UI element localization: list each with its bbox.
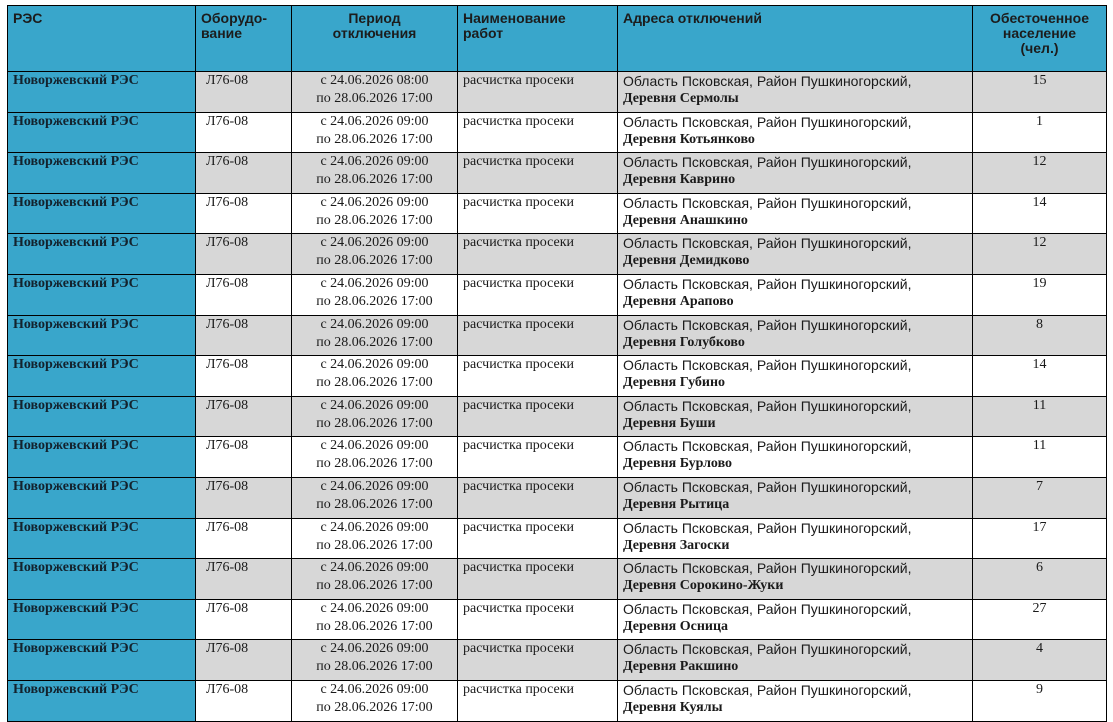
address-village: Деревня Буши [623, 415, 716, 431]
address-village: Деревня Каврино [623, 172, 736, 188]
table-row [8, 72, 1107, 113]
period-to: по 28.06.2026 17:00 [316, 699, 433, 715]
population-cell: 15 [973, 72, 1107, 113]
period-cell [292, 437, 458, 478]
address-cell [618, 315, 973, 356]
table-row [8, 599, 1107, 640]
work-cell: расчистка просеки [458, 559, 618, 600]
address-village: Деревня Демидково [623, 253, 750, 269]
equipment-cell: Л76-08 [196, 274, 292, 315]
table-row [8, 112, 1107, 153]
period-cell [292, 193, 458, 234]
period-to: по 28.06.2026 17:00 [316, 415, 433, 431]
address-region: Область Псковская, Район Пушкиногорский, [623, 397, 912, 414]
header-population-line1: Обесточенное [990, 10, 1089, 26]
period-cell [292, 477, 458, 518]
period-to: по 28.06.2026 17:00 [316, 456, 433, 472]
work-cell: расчистка просеки [458, 599, 618, 640]
period-cell [292, 274, 458, 315]
work-cell: расчистка просеки [458, 640, 618, 681]
equipment-cell: Л76-08 [196, 153, 292, 194]
period-cell [292, 680, 458, 721]
equipment-cell: Л76-08 [196, 437, 292, 478]
work-cell: расчистка просеки [458, 153, 618, 194]
period-from: с 24.06.2026 09:00 [320, 560, 429, 576]
period-to: по 28.06.2026 17:00 [316, 91, 433, 106]
address-region: Область Псковская, Район Пушкиногорский, [623, 519, 912, 536]
period-from: с 24.06.2026 09:00 [320, 235, 429, 251]
table-row [8, 640, 1107, 681]
address-village: Деревня Куялы [623, 699, 723, 715]
table-header [8, 6, 1107, 72]
period-from: с 24.06.2026 09:00 [320, 478, 429, 494]
address-village: Деревня Сермолы [623, 91, 739, 106]
period-to: по 28.06.2026 17:00 [316, 659, 433, 675]
res-cell: Новоржевский РЭС [8, 518, 196, 559]
address-cell [618, 437, 973, 478]
period-from: с 24.06.2026 09:00 [320, 519, 429, 535]
header-period-line1: Период [348, 10, 401, 26]
header-period-line2: отключения [332, 25, 417, 41]
period-from: с 24.06.2026 09:00 [320, 275, 429, 291]
header-period [292, 6, 458, 72]
population-cell: 12 [973, 234, 1107, 275]
address-cell [618, 112, 973, 153]
period-to: по 28.06.2026 17:00 [316, 131, 433, 147]
work-cell: расчистка просеки [458, 518, 618, 559]
address-village: Деревня Анашкино [623, 212, 748, 228]
population-cell: 27 [973, 599, 1107, 640]
header-population-line3: (чел.) [1020, 40, 1059, 56]
period-cell [292, 640, 458, 681]
population-cell: 4 [973, 640, 1107, 681]
address-cell [618, 640, 973, 681]
population-cell: 11 [973, 396, 1107, 437]
population-cell: 8 [973, 315, 1107, 356]
period-from: с 24.06.2026 09:00 [320, 641, 429, 657]
address-region: Область Псковская, Район Пушкиногорский, [623, 478, 912, 495]
period-from: с 24.06.2026 09:00 [320, 154, 429, 170]
res-cell: Новоржевский РЭС [8, 356, 196, 397]
table-body [8, 72, 1107, 722]
equipment-cell: Л76-08 [196, 396, 292, 437]
address-region: Область Псковская, Район Пушкиногорский, [623, 438, 912, 455]
population-cell: 12 [973, 153, 1107, 194]
address-cell [618, 274, 973, 315]
population-cell: 11 [973, 437, 1107, 478]
address-region: Область Псковская, Район Пушкиногорский, [623, 600, 912, 617]
period-to: по 28.06.2026 17:00 [316, 253, 433, 269]
equipment-cell: Л76-08 [196, 315, 292, 356]
equipment-cell: Л76-08 [196, 640, 292, 681]
period-cell [292, 112, 458, 153]
header-row [8, 6, 1107, 72]
period-from: с 24.06.2026 09:00 [320, 194, 429, 210]
equipment-cell: Л76-08 [196, 356, 292, 397]
population-cell: 14 [973, 356, 1107, 397]
outage-schedule-table [7, 5, 1107, 722]
table-row [8, 193, 1107, 234]
address-cell [618, 153, 973, 194]
res-cell: Новоржевский РЭС [8, 396, 196, 437]
period-cell [292, 234, 458, 275]
address-cell [618, 599, 973, 640]
period-to: по 28.06.2026 17:00 [316, 578, 433, 594]
address-region: Область Псковская, Район Пушкиногорский, [623, 194, 912, 211]
equipment-cell: Л76-08 [196, 477, 292, 518]
address-region: Область Псковская, Район Пушкиногорский, [623, 275, 912, 292]
address-cell [618, 477, 973, 518]
res-cell: Новоржевский РЭС [8, 640, 196, 681]
res-cell: Новоржевский РЭС [8, 112, 196, 153]
work-cell: расчистка просеки [458, 356, 618, 397]
address-region: Область Псковская, Район Пушкиногорский, [623, 154, 912, 171]
period-cell [292, 72, 458, 113]
period-from: с 24.06.2026 08:00 [320, 73, 429, 88]
population-cell: 7 [973, 477, 1107, 518]
table-row [8, 680, 1107, 721]
res-cell: Новоржевский РЭС [8, 234, 196, 275]
period-cell [292, 315, 458, 356]
table-row [8, 559, 1107, 600]
table-row [8, 315, 1107, 356]
address-village: Деревня Голубково [623, 334, 745, 350]
work-cell: расчистка просеки [458, 437, 618, 478]
period-from: с 24.06.2026 09:00 [320, 316, 429, 332]
address-cell [618, 518, 973, 559]
period-cell [292, 396, 458, 437]
population-cell: 9 [973, 680, 1107, 721]
period-to: по 28.06.2026 17:00 [316, 375, 433, 391]
work-cell: расчистка просеки [458, 680, 618, 721]
header-address: Адреса отключений [618, 6, 973, 72]
header-equipment-line2: вание [201, 25, 243, 41]
period-from: с 24.06.2026 09:00 [320, 397, 429, 413]
address-region: Область Псковская, Район Пушкиногорский, [623, 357, 912, 374]
address-village: Деревня Ракшино [623, 659, 739, 675]
table-row [8, 518, 1107, 559]
population-cell: 17 [973, 518, 1107, 559]
address-village: Деревня Арапово [623, 293, 734, 309]
header-equipment [196, 6, 292, 72]
header-population-line2: население [1002, 25, 1077, 41]
address-region: Область Псковская, Район Пушкиногорский, [623, 113, 912, 130]
res-cell: Новоржевский РЭС [8, 315, 196, 356]
table-row [8, 153, 1107, 194]
period-cell [292, 356, 458, 397]
res-cell: Новоржевский РЭС [8, 599, 196, 640]
period-cell [292, 559, 458, 600]
header-population [973, 6, 1107, 72]
table-row [8, 234, 1107, 275]
address-cell [618, 559, 973, 600]
table-row [8, 356, 1107, 397]
res-cell: Новоржевский РЭС [8, 274, 196, 315]
equipment-cell: Л76-08 [196, 599, 292, 640]
address-village: Деревня Сорокино-Жуки [623, 578, 784, 594]
address-village: Деревня Загоски [623, 537, 730, 553]
population-cell: 6 [973, 559, 1107, 600]
header-equipment-line1: Оборудо- [201, 10, 267, 26]
address-village: Деревня Губино [623, 375, 726, 391]
population-cell: 19 [973, 274, 1107, 315]
res-cell: Новоржевский РЭС [8, 680, 196, 721]
period-to: по 28.06.2026 17:00 [316, 618, 433, 634]
header-work-line2: работ [463, 25, 504, 41]
period-cell [292, 153, 458, 194]
period-from: с 24.06.2026 09:00 [320, 438, 429, 454]
period-to: по 28.06.2026 17:00 [316, 537, 433, 553]
equipment-cell: Л76-08 [196, 112, 292, 153]
address-cell [618, 193, 973, 234]
address-cell [618, 72, 973, 113]
header-work-line1: Наименование [463, 10, 566, 26]
equipment-cell: Л76-08 [196, 559, 292, 600]
population-cell: 14 [973, 193, 1107, 234]
period-from: с 24.06.2026 09:00 [320, 357, 429, 373]
address-village: Деревня Котьянково [623, 131, 755, 147]
table-row [8, 274, 1107, 315]
address-region: Область Псковская, Район Пушкиногорский, [623, 73, 912, 89]
address-village: Деревня Бурлово [623, 456, 733, 472]
work-cell: расчистка просеки [458, 477, 618, 518]
address-cell [618, 680, 973, 721]
res-cell: Новоржевский РЭС [8, 437, 196, 478]
work-cell: расчистка просеки [458, 72, 618, 113]
period-cell [292, 518, 458, 559]
equipment-cell: Л76-08 [196, 72, 292, 113]
header-res: РЭС [8, 6, 196, 72]
address-cell [618, 356, 973, 397]
period-from: с 24.06.2026 09:00 [320, 681, 429, 697]
table-row [8, 477, 1107, 518]
period-to: по 28.06.2026 17:00 [316, 172, 433, 188]
address-village: Деревня Осница [623, 618, 729, 634]
address-region: Область Псковская, Район Пушкиногорский, [623, 681, 912, 698]
table-row [8, 396, 1107, 437]
equipment-cell: Л76-08 [196, 680, 292, 721]
period-from: с 24.06.2026 09:00 [320, 600, 429, 616]
address-cell [618, 396, 973, 437]
period-to: по 28.06.2026 17:00 [316, 334, 433, 350]
work-cell: расчистка просеки [458, 193, 618, 234]
work-cell: расчистка просеки [458, 396, 618, 437]
table-row [8, 437, 1107, 478]
header-work [458, 6, 618, 72]
res-cell: Новоржевский РЭС [8, 477, 196, 518]
res-cell: Новоржевский РЭС [8, 559, 196, 600]
address-village: Деревня Рытица [623, 496, 730, 512]
equipment-cell: Л76-08 [196, 234, 292, 275]
res-cell: Новоржевский РЭС [8, 193, 196, 234]
period-cell [292, 599, 458, 640]
res-cell: Новоржевский РЭС [8, 72, 196, 113]
period-from: с 24.06.2026 09:00 [320, 113, 429, 129]
population-cell: 1 [973, 112, 1107, 153]
address-region: Область Псковская, Район Пушкиногорский, [623, 641, 912, 658]
period-to: по 28.06.2026 17:00 [316, 496, 433, 512]
res-cell: Новоржевский РЭС [8, 153, 196, 194]
address-region: Область Псковская, Район Пушкиногорский, [623, 235, 912, 252]
address-region: Область Псковская, Район Пушкиногорский, [623, 316, 912, 333]
work-cell: расчистка просеки [458, 234, 618, 275]
equipment-cell: Л76-08 [196, 193, 292, 234]
address-region: Область Псковская, Район Пушкиногорский, [623, 560, 912, 577]
period-to: по 28.06.2026 17:00 [316, 293, 433, 309]
work-cell: расчистка просеки [458, 112, 618, 153]
work-cell: расчистка просеки [458, 274, 618, 315]
equipment-cell: Л76-08 [196, 518, 292, 559]
work-cell: расчистка просеки [458, 315, 618, 356]
address-cell [618, 234, 973, 275]
period-to: по 28.06.2026 17:00 [316, 212, 433, 228]
